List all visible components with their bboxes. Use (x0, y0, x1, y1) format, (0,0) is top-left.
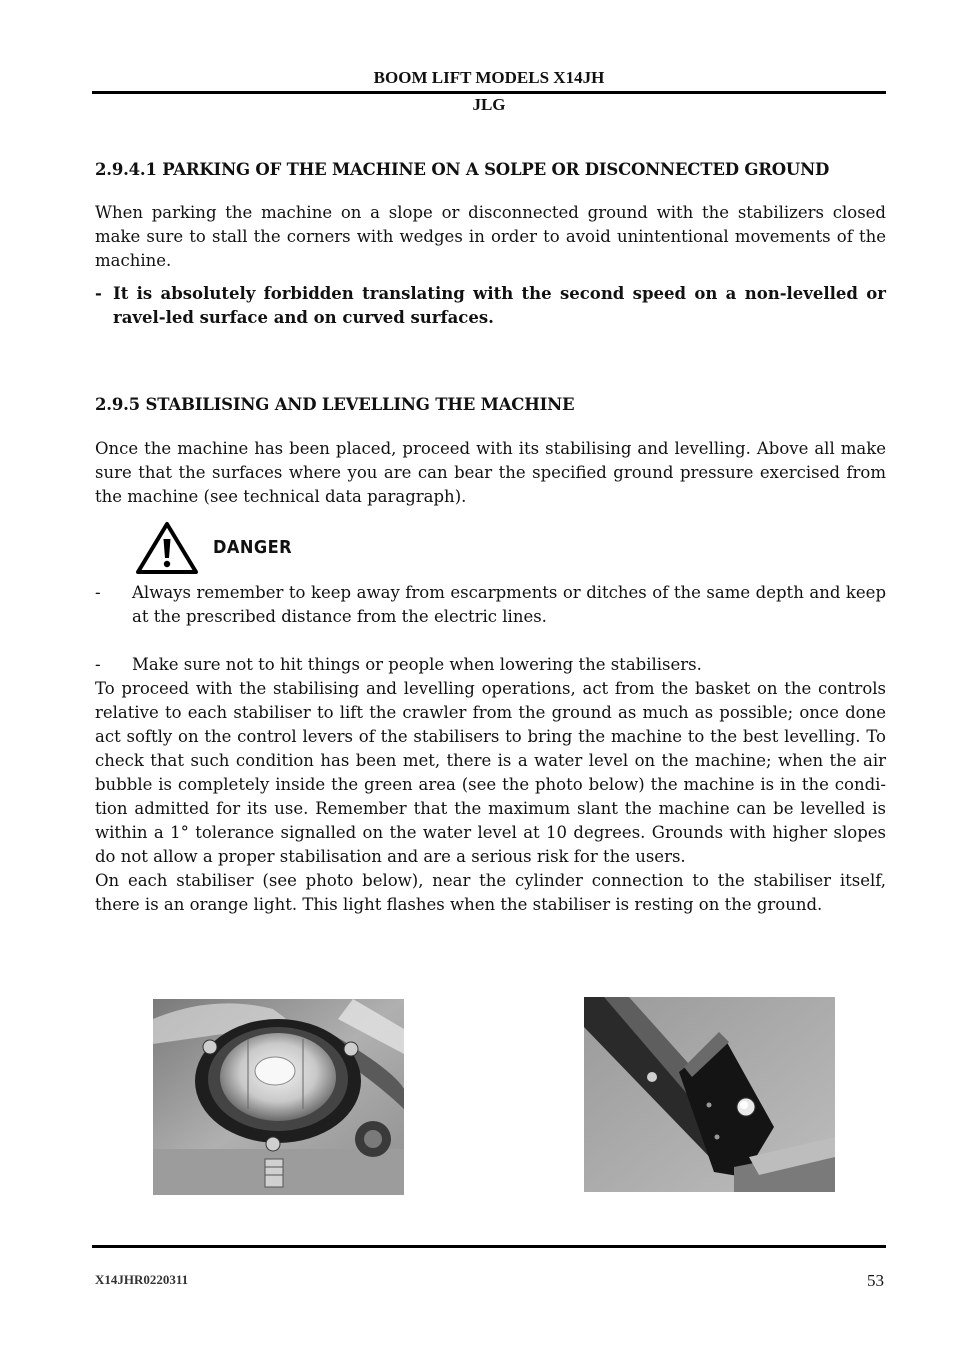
page-number: 53 (867, 1271, 884, 1290)
header-subtitle: JLG (472, 95, 506, 114)
list-item (95, 581, 886, 629)
paragraph-orange-light: On each stabiliser (see photo below), near the cylinder connection to the stabiliser itself, there is an orange light. This light flashes when the stabiliser is resting on the ground. (95, 871, 886, 914)
header-rule (92, 91, 886, 94)
danger-label: DANGER (213, 537, 293, 558)
paragraph-stabilising-intro: Once the machine has been placed, proceed with its stabilising and levelling. Above all make sure that the surfaces where you are can bear the specified ground pressure exercised from the machine (see technical data paragraph). (95, 439, 886, 506)
list-item-text: Make sure not to hit things or people when lowering the stabilisers. (132, 655, 702, 674)
document-code: X14JHR0220311 (95, 1272, 189, 1287)
paragraph-levelling: To proceed with the stabilising and levelling operations, act from the basket on the controls relative to each stabiliser to lift the crawler from the ground as much as possible; once done act softly on the control levers of the stabilisers to bring the machine to the best levelling. To check that such condition has been met, there is a water level on the machine; when the air bubble is completely inside the green area (see the photo below) the machine is in the condi-tion admitted for its use. Remember that the maximum slant the machine can be levelled is within a 1° tolerance signalled on the water level at 10 degrees. Grounds with higher slopes do not allow a proper stabilisation and are a serious risk for the users. (95, 679, 886, 866)
warning-triangle-icon (135, 521, 199, 575)
water-level-photo (153, 999, 404, 1195)
warning-bullet-text: It is absolutely forbidden translating with the second speed on a non-levelled or ravel-led surface and on curved surfaces. (113, 284, 886, 327)
stabiliser-light-photo (584, 997, 835, 1192)
list-item (95, 653, 886, 677)
danger-notice (95, 519, 886, 577)
bullet-marker: - (95, 284, 102, 303)
list-item-text: Always remember to keep away from escarpments or ditches of the same depth and keep at the prescribed distance from the electric lines. (132, 583, 886, 626)
warning-bullet (95, 282, 886, 330)
page-content (95, 158, 886, 917)
list-item-marker: - (95, 583, 101, 602)
paragraph-parking: When parking the machine on a slope or disconnected ground with the stabilizers closed make sure to stall the corners with wedges in order to avoid unintentional movements of the machine. (95, 203, 886, 270)
section-heading-parking: 2.9.4.1 PARKING OF THE MACHINE ON A SOLPE OR DISCONNECTED GROUND (95, 160, 830, 179)
list-item-marker: - (95, 655, 101, 674)
section-heading-stabilising: 2.9.5 STABILISING AND LEVELLING THE MACHINE (95, 395, 575, 414)
footer-rule (92, 1245, 886, 1248)
header-title: BOOM LIFT MODELS X14JH (373, 68, 605, 87)
